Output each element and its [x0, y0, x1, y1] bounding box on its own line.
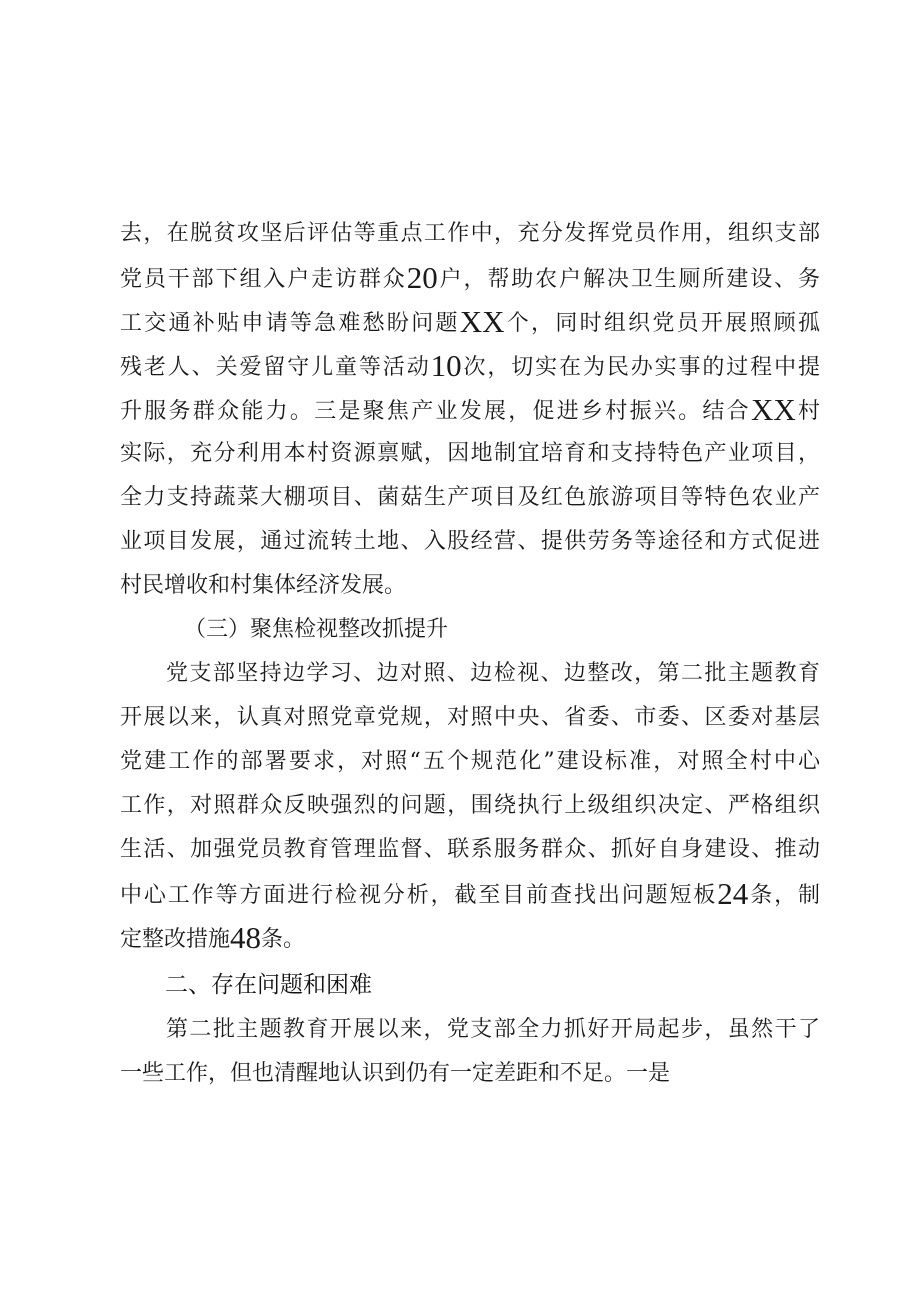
text: 党员干部下组入户走访群众 [120, 267, 407, 292]
text: 去，在脱贫攻坚后评估等重点工作中，充分发挥党员作用，组织支部 [120, 221, 820, 246]
text: 工作，对照群众反映强烈的问题，围绕执行上级组织决定、严格组织 [120, 793, 820, 818]
para1-line-3 [120, 300, 820, 344]
para2-line-6 [120, 872, 820, 916]
para1-line-8 [120, 520, 820, 564]
para1-line-9 [120, 564, 820, 608]
section-heading-2: 二、存在问题和困难 [165, 972, 372, 998]
para2-line-2 [120, 696, 820, 740]
text: 中心工作等方面进行检视分析，截至目前查找出问题短板 [120, 883, 718, 908]
text: 个，同时组织党员开展照顾孤 [504, 311, 820, 336]
text: 残老人、关爱留守儿童等活动 [120, 355, 431, 380]
para3-line-1 [166, 1008, 820, 1052]
para2-line-4 [120, 784, 820, 828]
text: 党支部坚持边学习、边对照、边检视、边整改，第二批主题教育 [166, 661, 820, 686]
text: 全力支持蔬菜大棚项目、菌菇生产项目及红色旅游项目等特色农业产 [120, 485, 820, 510]
number: 20 [406, 260, 438, 295]
para1-line-6 [120, 432, 820, 476]
text: 一些工作，但也清醒地认识到仍有一定差距和不足。一是 [120, 1061, 671, 1086]
subheading-3: （三）聚焦检视整改抓提升 [184, 617, 449, 642]
text: 户，帮助农户解决卫生厕所建设、务 [437, 267, 820, 292]
text: 开展以来，认真对照党章党规，对照中央、省委、市委、区委对基层 [120, 705, 820, 730]
number: 24 [717, 876, 749, 911]
para2-line-5 [120, 828, 820, 872]
para1-line-4 [120, 344, 820, 388]
para1-line-1 [120, 212, 820, 256]
para3-line-2 [120, 1052, 820, 1096]
text: 升服务群众能力。三是聚焦产业发展，促进乡村振兴。结合 [120, 399, 751, 424]
text: 业项目发展，通过流转土地、入股经营、提供劳务等途径和方式促进 [120, 529, 820, 554]
para2-line-3 [120, 740, 820, 784]
text: 工交通补贴申请等急难愁盼问题 [120, 311, 460, 336]
text: 条。 [261, 927, 306, 952]
text: 条，制 [748, 883, 820, 908]
text: 生活、加强党员教育管理监督、联系服务群众、抓好自身建设、推动 [120, 837, 820, 862]
number: 48 [230, 920, 262, 955]
para2-line-1 [166, 652, 820, 696]
text: 村 [795, 399, 820, 424]
number: 10 [430, 348, 462, 383]
text: 次，切实在为民办实事的过程中提 [461, 355, 820, 380]
text: 定整改措施 [120, 927, 231, 952]
text: 村民增收和村集体经济发展。 [120, 573, 407, 598]
para1-line-2 [120, 256, 820, 300]
text: 党建工作的部署要求，对照“五个规范化”建设标准，对照全村中心 [120, 749, 820, 774]
para1-line-5 [120, 388, 820, 432]
text: 实际，充分利用本村资源禀赋，因地制宜培育和支持特色产业项目， [120, 441, 820, 466]
para1-line-7 [120, 476, 820, 520]
para2-line-7 [120, 916, 820, 960]
text: 第二批主题教育开展以来，党支部全力抓好开局起步，虽然干了 [166, 1017, 820, 1042]
number: XX [750, 392, 796, 427]
number: XX [459, 304, 505, 339]
